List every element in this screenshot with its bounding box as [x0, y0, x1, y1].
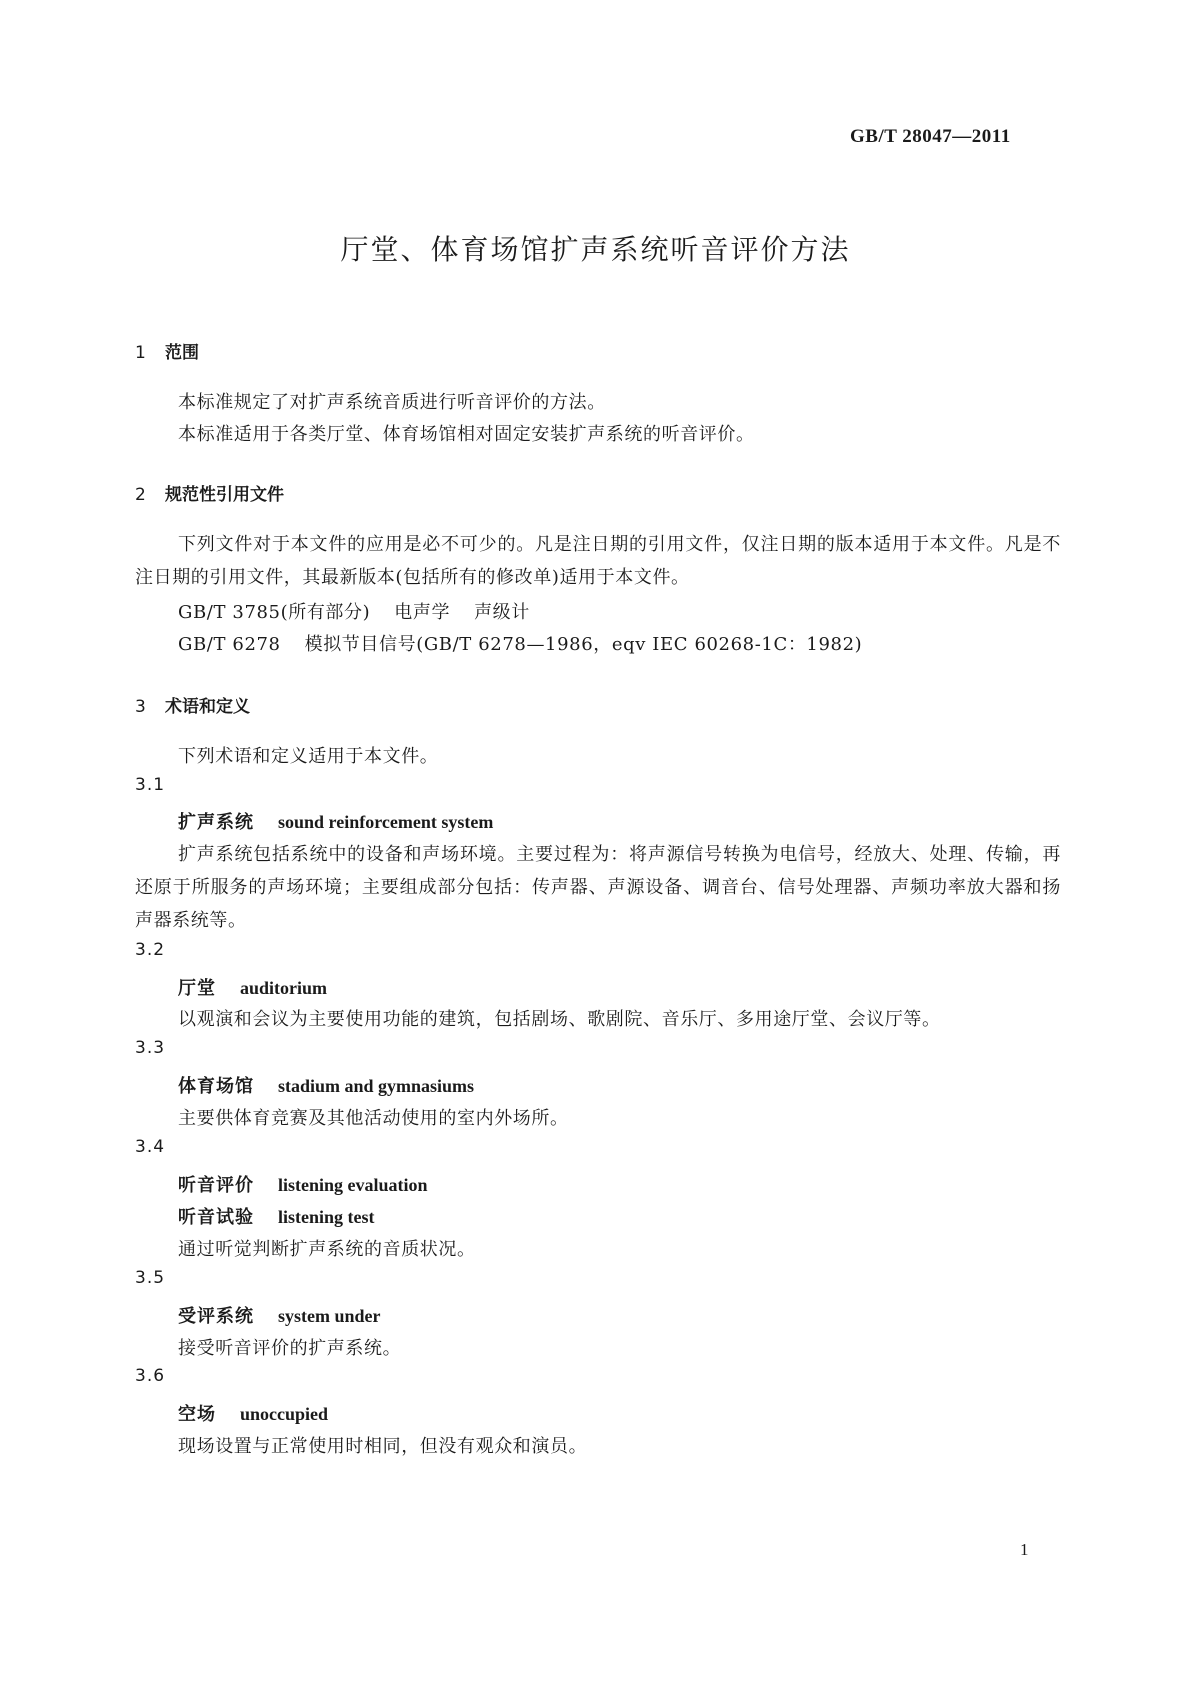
term-3-3-zh: 体育场馆: [178, 1076, 254, 1097]
term-3-2-definition: 以观演和会议为主要使用功能的建筑，包括剧场、歌剧院、音乐厅、多用途厅堂、会议厅等。: [178, 1009, 941, 1030]
term-3-6-zh: 空场: [178, 1404, 216, 1425]
section-3-heading: [135, 692, 250, 717]
term-3-3-definition: 主要供体育竞赛及其他活动使用的室内外场所。: [178, 1108, 569, 1129]
term-3-4: [178, 1171, 428, 1197]
term-3-4-alternative: [178, 1203, 375, 1229]
reference-1-title-part2: 声级计: [474, 602, 530, 623]
term-3-1-definition: 扩声系统包括系统中的设备和声场环境。主要过程为：将声源信号转换为电信号，经放大、处理、传输，再还原于所服务的声场环境；主要组成部分包括：传声器、声源设备、调音台、信号处理器、声频功率放大器和扬声器系统等。: [135, 844, 1061, 931]
reference-1: [178, 598, 530, 624]
reference-2-code: GB/T 6278: [178, 634, 281, 655]
section-2-heading: [135, 480, 284, 505]
document-title: 厅堂、体育场馆扩声系统听音评价方法: [340, 233, 851, 266]
section-2-paragraph-1: 下列文件对于本文件的应用是必不可少的。凡是注日期的引用文件，仅注日期的版本适用于本文件。凡是不注日期的引用文件，其最新版本(包括所有的修改单)适用于本文件。: [135, 534, 1061, 588]
clause-3-1-number: 3.1: [135, 775, 166, 795]
section-1-title: 范围: [165, 343, 199, 363]
term-3-5-zh: 受评系统: [178, 1306, 254, 1327]
term-3-2-en: auditorium: [240, 978, 328, 998]
term-3-6-definition: 现场设置与正常使用时相同，但没有观众和演员。: [178, 1436, 588, 1457]
section-1-number: 1: [135, 343, 146, 363]
term-3-5-en: system under: [278, 1306, 381, 1326]
term-3-5-definition: 接受听音评价的扩声系统。: [178, 1338, 402, 1359]
term-3-5: [178, 1302, 381, 1328]
clause-3-3-number: 3.3: [135, 1038, 166, 1058]
section-3-number: 3: [135, 697, 146, 717]
section-2-title: 规范性引用文件: [165, 485, 284, 505]
term-3-4-alt-en: listening test: [278, 1207, 375, 1227]
term-3-1-zh: 扩声系统: [178, 812, 254, 833]
term-3-6: [178, 1400, 328, 1426]
reference-1-title-part1: 电声学: [394, 602, 451, 623]
section-1-paragraph-1: 本标准规定了对扩声系统音质进行听音评价的方法。: [178, 392, 606, 413]
reference-2: [178, 630, 862, 656]
term-3-2: [178, 974, 327, 1000]
term-3-3: [178, 1072, 474, 1098]
term-3-4-definition: 通过听觉判断扩声系统的音质状况。: [178, 1239, 476, 1260]
standard-code: GB/T 28047—2011: [850, 126, 1011, 147]
section-3-intro: 下列术语和定义适用于本文件。: [178, 746, 439, 767]
page-number: 1: [1020, 1540, 1029, 1559]
term-3-4-zh: 听音评价: [178, 1175, 254, 1196]
term-3-4-en: listening evaluation: [278, 1175, 428, 1195]
term-3-6-en: unoccupied: [240, 1404, 329, 1424]
term-3-3-en: stadium and gymnasiums: [278, 1076, 475, 1096]
term-3-1: [178, 808, 493, 834]
clause-3-6-number: 3.6: [135, 1366, 166, 1386]
section-3-title: 术语和定义: [165, 697, 250, 717]
reference-1-code: GB/T 3785(所有部分): [178, 602, 371, 623]
section-1-paragraph-2: 本标准适用于各类厅堂、体育场馆相对固定安装扩声系统的听音评价。: [178, 424, 755, 445]
section-1-heading: [135, 338, 199, 363]
term-3-4-alt-zh: 听音试验: [178, 1207, 254, 1228]
reference-2-title: 模拟节目信号(GB/T 6278—1986，eqv IEC 60268-1C：1982): [304, 634, 863, 655]
clause-3-4-number: 3.4: [135, 1137, 166, 1157]
section-2-number: 2: [135, 485, 146, 505]
term-3-1-en: sound reinforcement system: [278, 812, 494, 832]
clause-3-2-number: 3.2: [135, 940, 166, 960]
clause-3-5-number: 3.5: [135, 1268, 166, 1288]
term-3-2-zh: 厅堂: [178, 978, 216, 999]
